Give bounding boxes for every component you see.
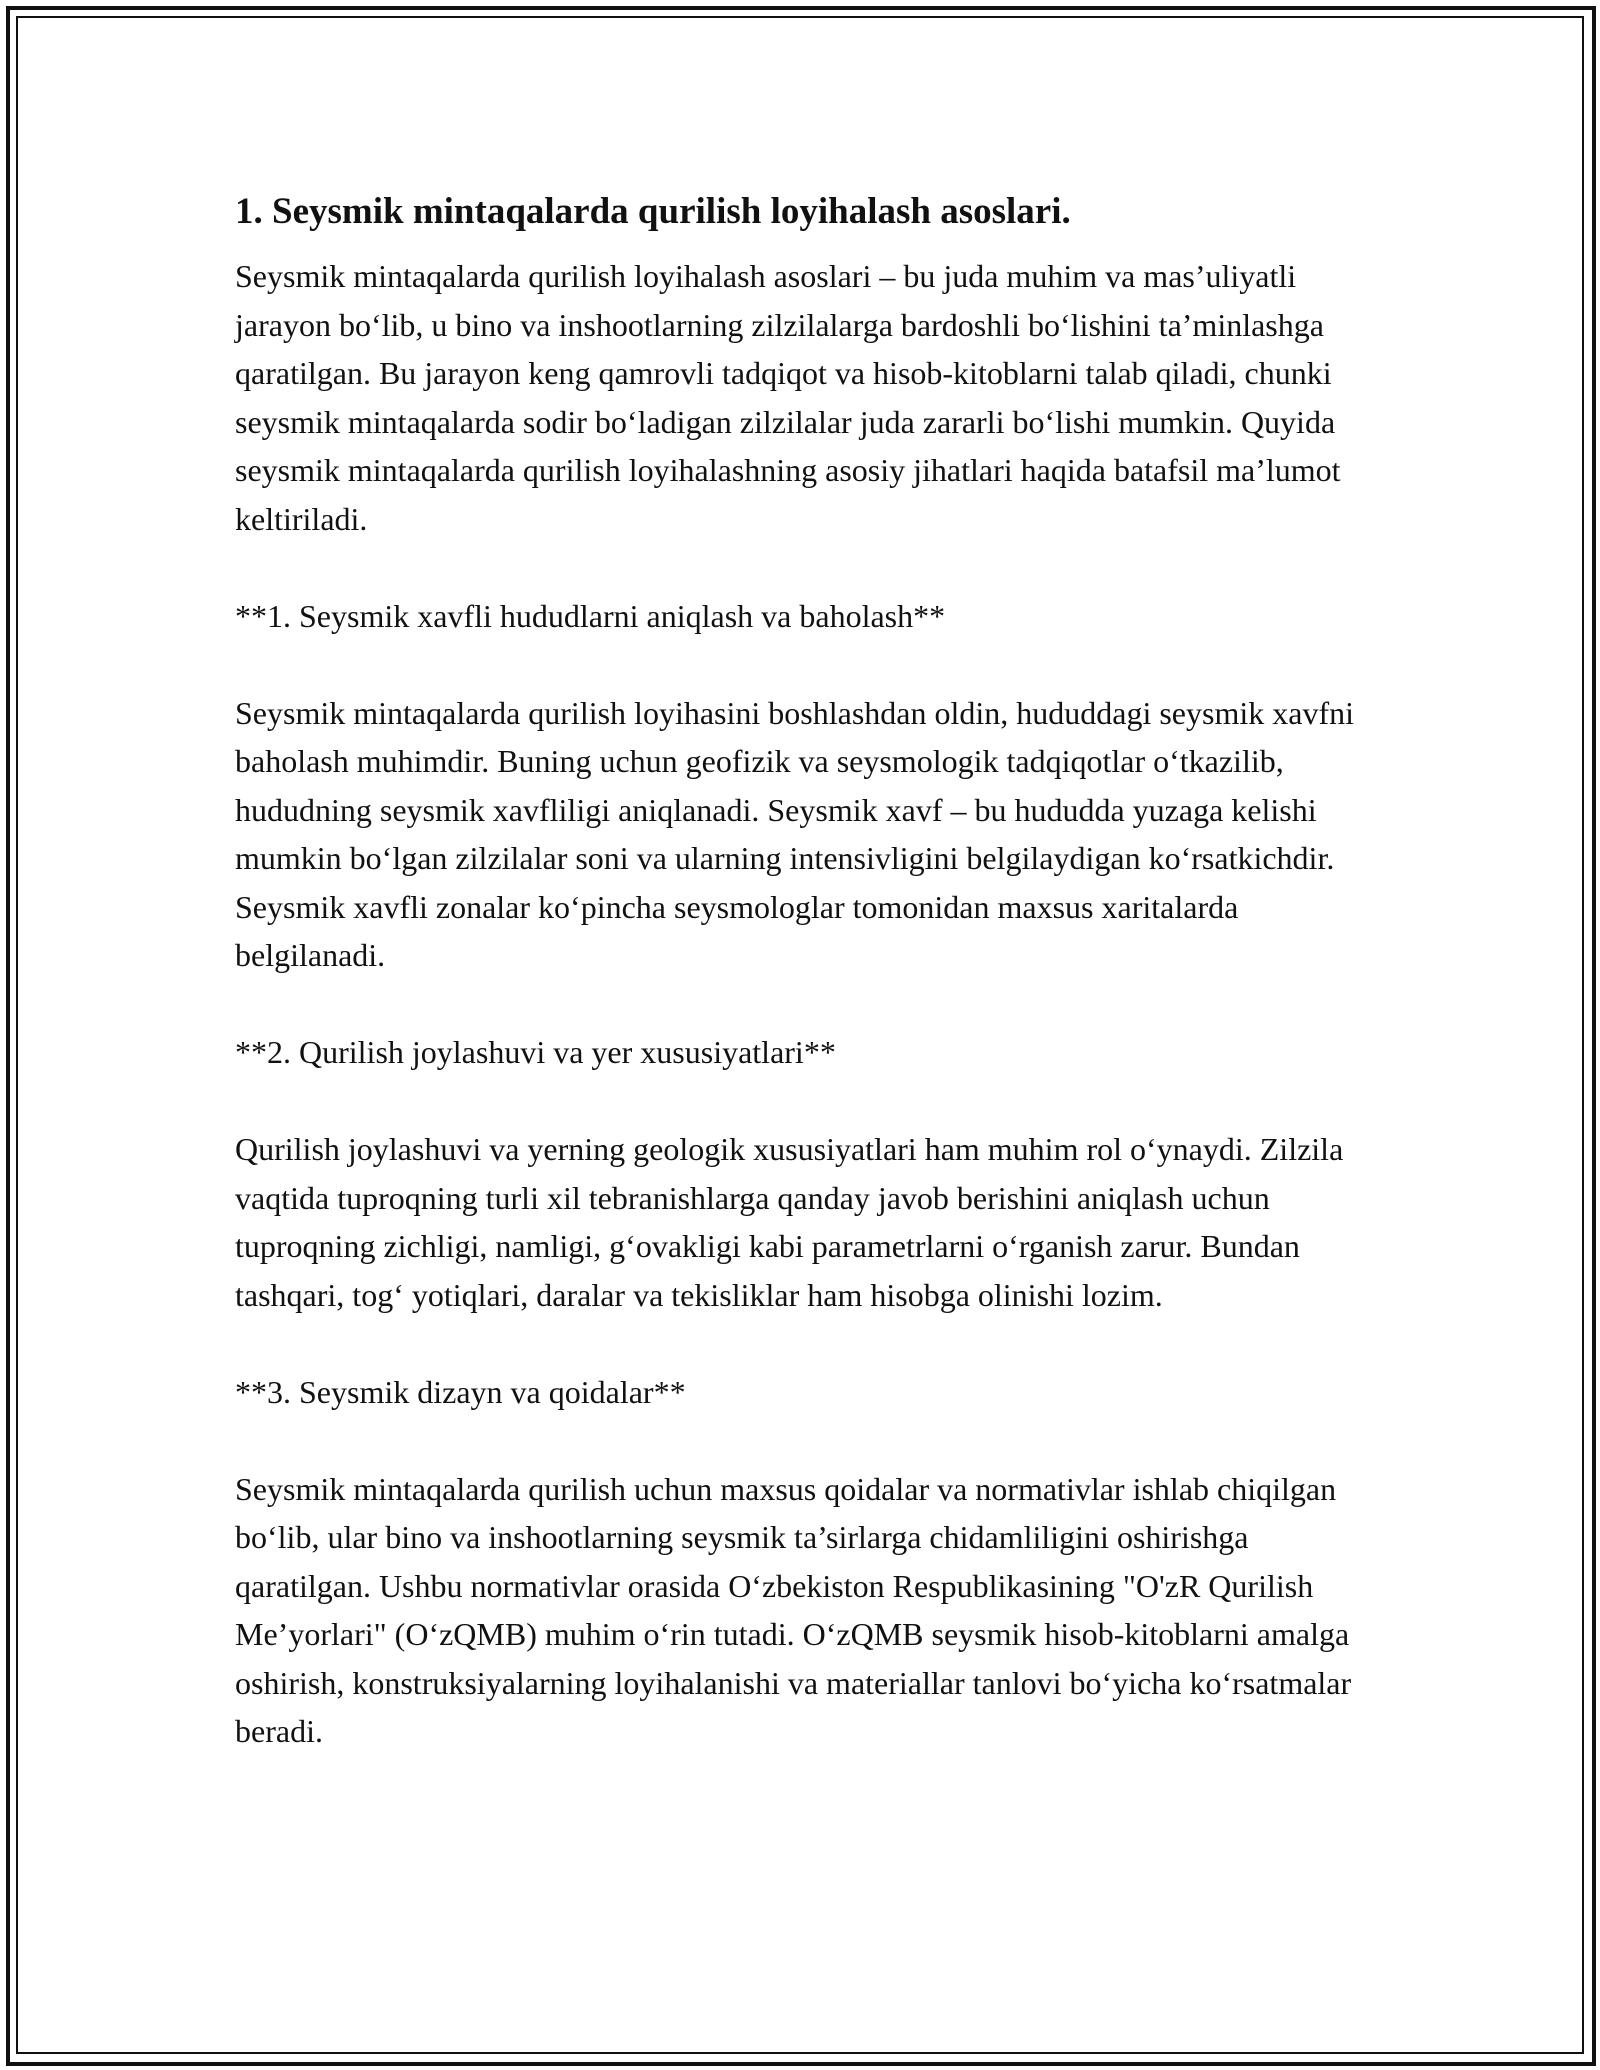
section-heading-1: **1. Seysmik xavfli hududlarni aniqlash va baholash**: [235, 597, 946, 634]
section-paragraph-2: Qurilish joylashuvi va yerning geologik xususiyatlari ham muhim rol o‘ynaydi. Zilzila vaqtida tuproqning turli xil tebranishlarga qanday javob berishini aniqlash uchun tuproqning zichligi, namligi, g‘ovakligi kabi parametrlarni o‘rganish zarur. Bundan tashqari, tog‘ yotiqlari, daralar va tekisliklar ham hisobga olinishi lozim.: [235, 1131, 1344, 1313]
section-heading-2: **2. Qurilish joylashuvi va yer xususiyatlari**: [235, 1034, 836, 1070]
section-paragraph-3: Seysmik mintaqalarda qurilish uchun maxsus qoidalar va normativlar ishlab chiqilgan bo‘lib, ular bino va inshootlarning seysmik ta’sirlarga chidamliligini oshirishga qaratilgan. Ushbu normativlar orasida O‘zbekiston Respublikasining "O'zR Qurilish Me’yorlari" (O‘zQMB) muhim o‘rin tutadi. O‘zQMB seysmik hisob-kitoblarni amalga oshirish, konstruksiyalarning loyihalanishi va materiallar tanlovi bo‘yicha ko‘rsatmalar beradi.: [235, 1470, 1352, 1749]
section-heading-3: **3. Seysmik dizayn va qoidalar**: [235, 1373, 686, 1410]
document-body: [235, 188, 1385, 1756]
intro-paragraph: Seysmik mintaqalarda qurilish loyihalash asoslari – bu juda muhim va mas’uliyatli jarayon bo‘lib, u bino va inshootlarning zilzilalarga bardoshli bo‘lishini ta’minlashga qaratilgan. Bu jarayon keng qamrovli tadqiqot va hisob-kitoblarni talab qiladi, chunki seysmik mintaqalarda sodir bo‘ladigan zilzilalar juda zararli bo‘lishi mumkin. Quyida seysmik mintaqalarda qurilish loyihalashning asosiy jihatlari haqida batafsil ma’lumot keltiriladi.: [235, 258, 1341, 537]
section-paragraph-1: Seysmik mintaqalarda qurilish loyihasini boshlashdan oldin, hududdagi seysmik xavfni baholash muhimdir. Buning uchun geofizik va seysmologik tadqiqotlar o‘tkazilib, hududning seysmik xavfliligi aniqlanadi. Seysmik xavf – bu hududda yuzaga kelishi mumkin bo‘lgan zilzilalar soni va ularning intensivligini belgilaydigan ko‘rsatkichdir. Seysmik xavfli zonalar ko‘pincha seysmologlar tomonidan maxsus xaritalarda belgilanadi.: [235, 694, 1354, 973]
document-title: 1. Seysmik mintaqalarda qurilish loyihalash asoslari.: [235, 191, 1071, 232]
